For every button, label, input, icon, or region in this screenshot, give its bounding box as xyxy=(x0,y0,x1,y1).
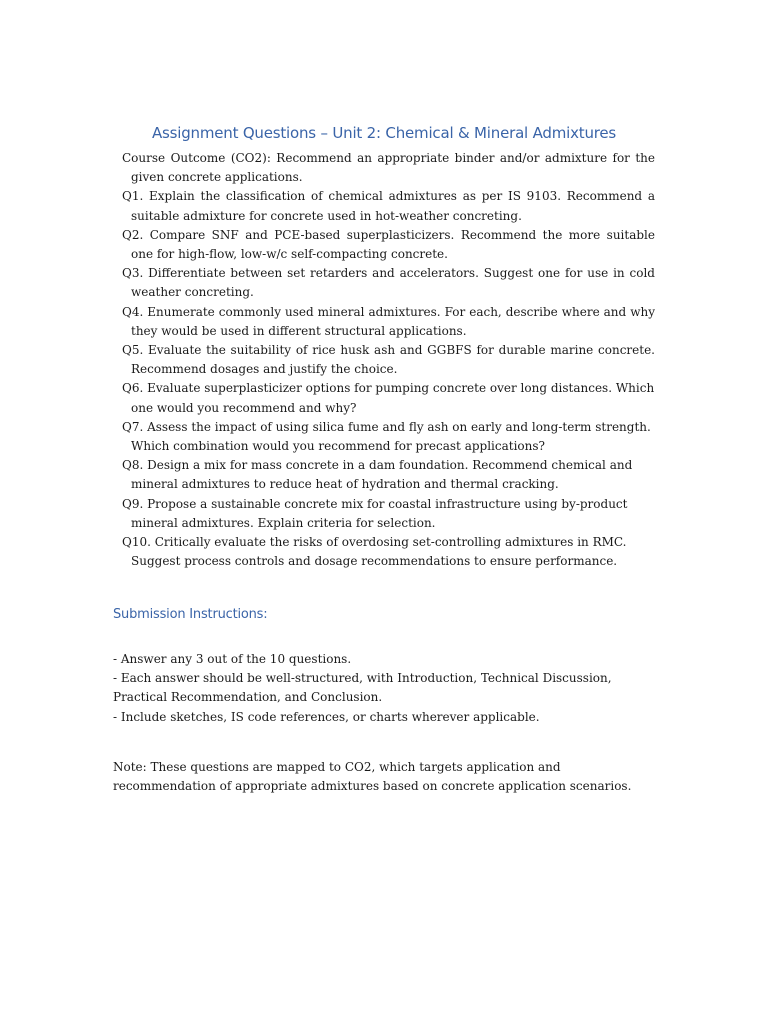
instruction-list xyxy=(113,650,658,727)
instruction-item: - Answer any 3 out of the 10 questions. xyxy=(113,652,352,666)
page-title: Assignment Questions – Unit 2: Chemical & Mineral Admixtures xyxy=(151,124,617,142)
question-10: Q10. Critically evaluate the risks of overdosing set-controlling admixtures in RMC. Suggest process controls and dosage recommendations to ensure performance. xyxy=(122,535,627,569)
question-7: Q7. Assess the impact of using silica fume and fly ash on early and long-term strength. Which combination would you recommend for precast applications? xyxy=(122,419,651,454)
course-outcome: Course Outcome (CO2): Recommend an appropriate binder and/or admixture for the given concrete applications. xyxy=(122,151,655,185)
question-6: Q6. Evaluate superplasticizer options for pumping concrete over long distances. Which one would you recommend and why? xyxy=(122,381,655,415)
question-list xyxy=(122,149,655,571)
question-8: Q8. Design a mix for mass concrete in a dam foundation. Recommend chemical and mineral admixtures to reduce heat of hydration and thermal cracking. xyxy=(122,458,633,492)
question-3: Q3. Differentiate between set retarders and accelerators. Suggest one for use in cold weather concreting. xyxy=(122,266,655,300)
note-paragraph: Note: These questions are mapped to CO2, which targets application and recommendation of appropriate admixtures based on concrete application scenarios. xyxy=(113,760,632,794)
question-1: Q1. Explain the classification of chemical admixtures as per IS 9103. Recommend a suitable admixture for concrete used in hot-weather concreting. xyxy=(122,189,655,223)
submission-heading: Submission Instructions: xyxy=(113,607,268,622)
question-4: Q4. Enumerate commonly used mineral admixtures. For each, describe where and why they would be used in different structural applications. xyxy=(122,304,655,338)
instruction-item: - Include sketches, IS code references, or charts wherever applicable. xyxy=(113,709,540,724)
question-2: Q2. Compare SNF and PCE-based superplasticizers. Recommend the more suitable one for high-flow, low-w/c self-compacting concrete. xyxy=(122,227,655,262)
instruction-item: - Each answer should be well-structured, with Introduction, Technical Discussion, Practical Recommendation, and Conclusion. xyxy=(113,671,612,705)
question-9: Q9. Propose a sustainable concrete mix for coastal infrastructure using by-product mineral admixtures. Explain criteria for selection. xyxy=(122,496,628,530)
question-5: Q5. Evaluate the suitability of rice husk ash and GGBFS for durable marine concrete. Recommend dosages and justify the choice. xyxy=(122,343,655,377)
